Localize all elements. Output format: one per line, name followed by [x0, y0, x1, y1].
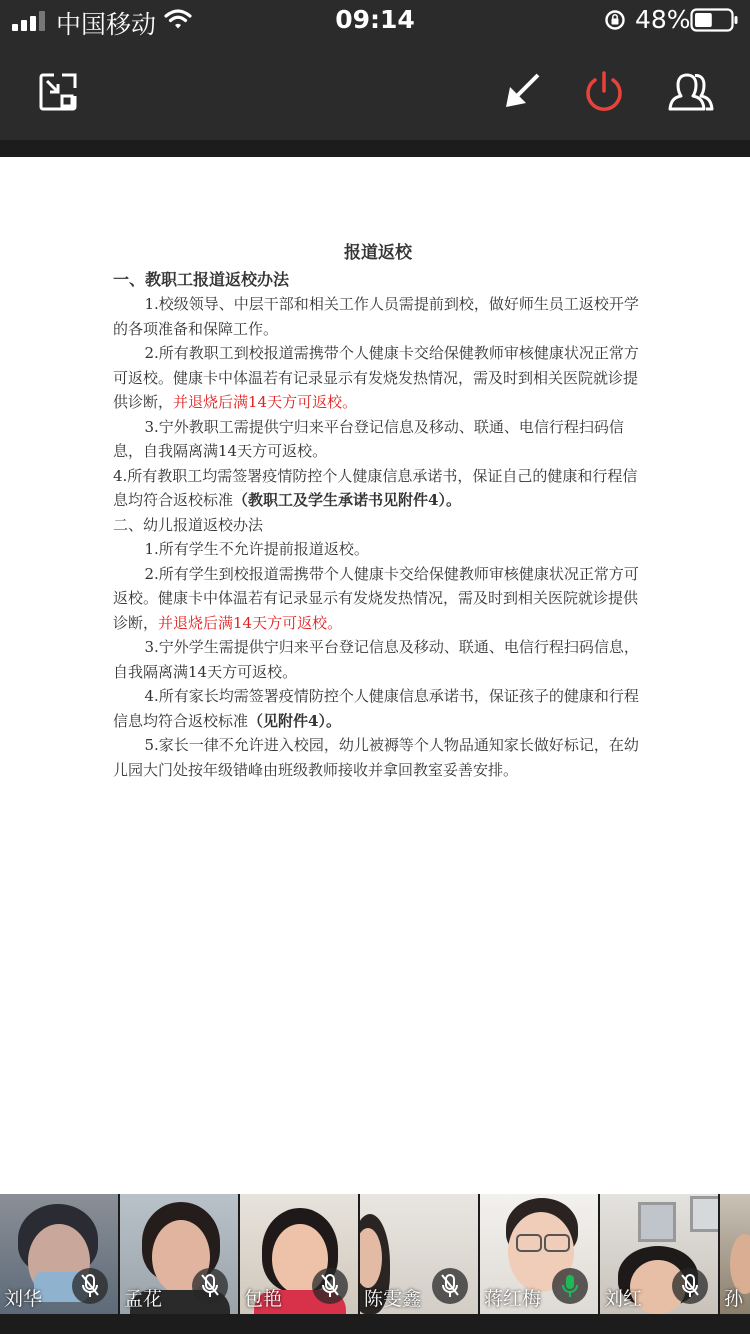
section2-item-3: 3.宁外学生需提供宁归来平台登记信息及移动、联通、电信行程扫码信息，自我隔离满14天方可返校。	[113, 638, 639, 681]
participant-tile[interactable]	[600, 1194, 718, 1314]
carrier-name: 中国移动	[56, 10, 157, 39]
power-icon	[582, 70, 626, 114]
section1-item-2: 2.所有教职工到校报道需携带个人健康卡交给保健教师审核健康状况正常方可返校。健康卡中体温若有记录显示有发烧发热情况，需及时到相关医院就诊提供诊断，并退烧后满14天方可返校。	[113, 344, 639, 411]
mic-muted-icon	[72, 1268, 108, 1304]
status-bar	[0, 0, 750, 40]
participant-name: 陈雯鑫	[364, 1288, 422, 1310]
section2-item-2: 2.所有学生到校报道需携带个人健康卡交给保健教师审核健康状况正常方可返校。健康卡中体温若有记录显示有发烧发热情况，需及时到相关医院就诊提供诊断，并退烧后满14天方可返校。	[113, 564, 639, 632]
participant-name: 刘红	[604, 1288, 643, 1310]
section1-item-1: 1.校级领导、中层干部和相关工作人员需提前到校，做好师生员工返校开学的各项准备和保障工作。	[113, 295, 639, 338]
mic-active-icon	[552, 1268, 588, 1304]
participant-name: 包艳	[244, 1288, 283, 1310]
arrow-down-left-icon	[500, 71, 542, 113]
meeting-toolbar	[0, 40, 750, 140]
section2-item-1: 1.所有学生不允许提前报道返校。	[144, 540, 369, 558]
participant-tile[interactable]	[0, 1194, 118, 1314]
battery-icon	[690, 8, 740, 32]
participant-name: 孟花	[124, 1288, 163, 1310]
section1-heading: 一、教职工报道返校办法	[113, 269, 290, 289]
exit-fullscreen-button[interactable]	[34, 68, 82, 116]
annotate-button[interactable]	[497, 68, 545, 116]
document-title: 报道返校	[344, 243, 412, 263]
mic-muted-icon	[312, 1268, 348, 1304]
participant-name: 蒋红梅	[484, 1288, 542, 1310]
participant-tile[interactable]	[120, 1194, 238, 1314]
clock: 09:14	[335, 5, 415, 34]
participants-strip	[0, 1194, 750, 1314]
section1-item-3: 3.宁外教职工需提供宁归来平台登记信息及移动、联通、电信行程扫码信息，自我隔离满14天方可返校。	[113, 417, 624, 460]
bottom-bar	[0, 1314, 750, 1334]
section2-heading: 二、幼儿报道返校办法	[113, 515, 264, 534]
participant-tile[interactable]	[480, 1194, 598, 1314]
participants-button[interactable]	[668, 68, 720, 116]
mic-muted-icon	[672, 1268, 708, 1304]
participant-tile[interactable]	[360, 1194, 478, 1314]
section1-item-4: 4.所有教职工均需签署疫情防控个人健康信息承诺书，保证自己的健康和行程信息均符合返校标准（教职工及学生承诺书见附件4）。	[113, 466, 638, 509]
exit-fullscreen-icon	[38, 72, 78, 112]
participants-icon	[668, 71, 720, 113]
toolbar-shadow	[0, 140, 750, 157]
participant-tile[interactable]	[720, 1194, 750, 1314]
section2-item-5: 5.家长一律不允许进入校园，幼儿被褥等个人物品通知家长做好标记，在幼儿园大门处按年级错峰由班级教师接收并拿回教室妥善安排。	[113, 736, 639, 779]
participant-name: 孙	[724, 1288, 744, 1310]
battery-percent: 48%	[635, 5, 691, 34]
participant-tile[interactable]	[240, 1194, 358, 1314]
participant-name: 刘华	[4, 1288, 43, 1310]
document-body	[113, 241, 643, 782]
mic-muted-icon	[432, 1268, 468, 1304]
shared-document	[0, 157, 750, 1194]
mic-muted-icon	[192, 1268, 228, 1304]
rotation-lock-icon	[604, 9, 626, 31]
leave-meeting-button[interactable]	[580, 68, 628, 116]
section2-item-4: 4.所有家长均需签署疫情防控个人健康信息承诺书，保证孩子的健康和行程信息均符合返校标准（见附件4）。	[113, 687, 639, 730]
